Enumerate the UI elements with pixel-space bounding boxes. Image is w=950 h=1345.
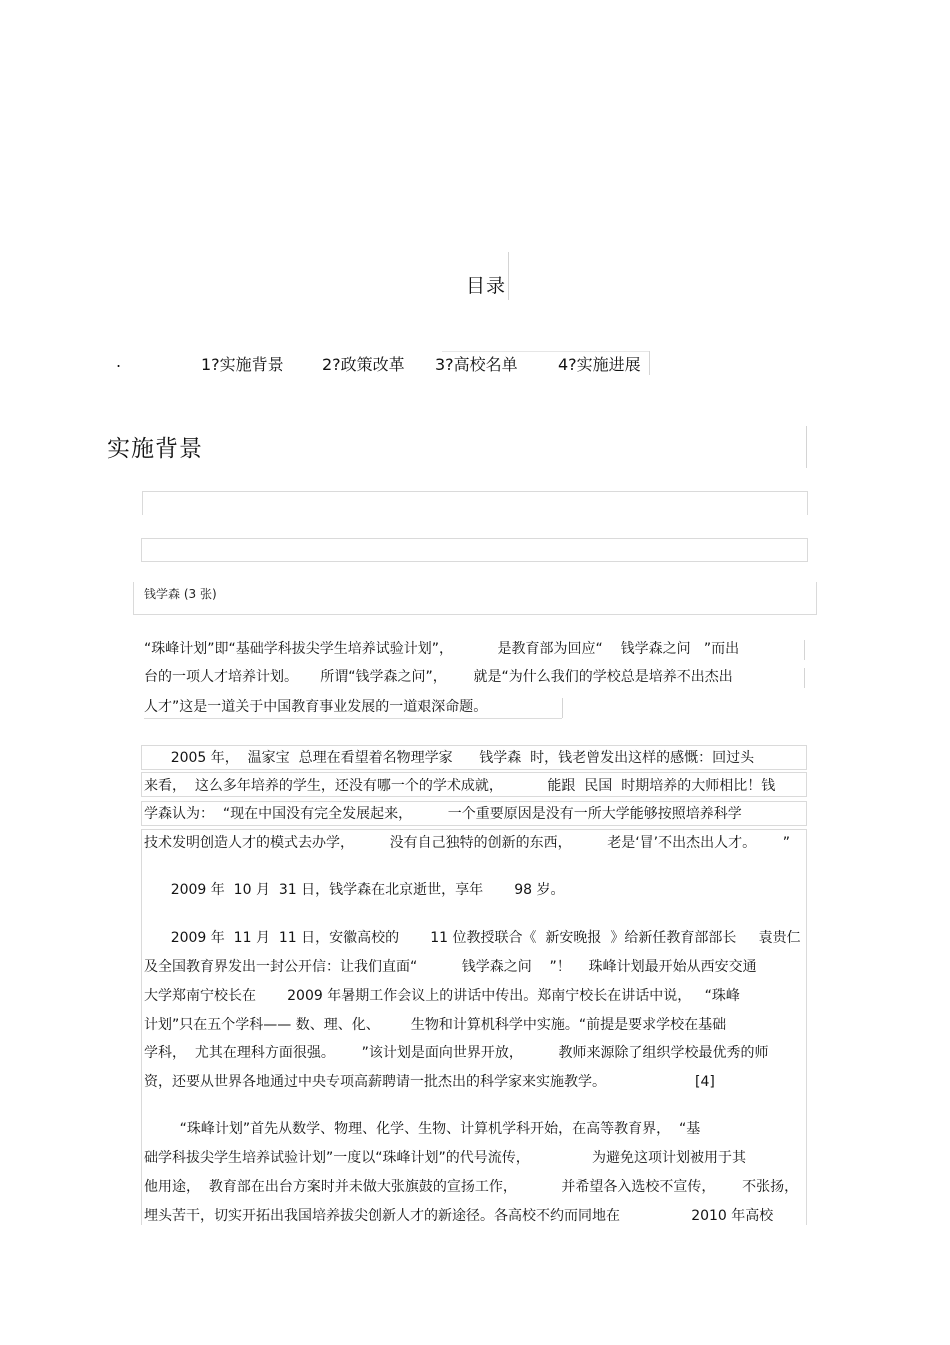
body-line: 技术发明创造人才的模式去办学， 没有自己独特的创新的东西， 老是‘冒’不出杰出人才。 ” [144,835,791,851]
body-line: 学科， 尤其在理科方面很强。 ”该计划是面向世界开放， 教师来源除了组织学校最优秀的师 [144,1045,769,1061]
image-caption-frame [133,582,817,615]
toc-item-schools[interactable]: 3?高校名单 [435,355,518,374]
body-line: 资，还要从世界各地通过中央专项高薪聘请一批杰出的科学家来实施教学。 [4] [144,1074,715,1090]
body-line: 2005 年， 温家宝 总理在看望着名物理学家 钱学森 时，钱老曾发出这样的感慨：回过头 [144,750,755,766]
image-placeholder [142,491,808,515]
toc-item-progress[interactable]: 4?实施进展 [558,355,641,374]
body-line: 来看， 这么多年培养的学生，还没有哪一个的学术成就， 能跟 民国 时期培养的大师相比！钱 [144,778,776,794]
body-line: 人才”这是一道关于中国教育事业发展的一道艰深命题。 [144,699,488,715]
toc-item-background[interactable]: 1?实施背景 [201,355,284,374]
body-line: 学森认为： “现在中国没有完全发展起来， 一个重要原因是没有一所大学能够按照培养科学 [144,806,742,822]
divider [508,252,509,300]
image-placeholder [141,538,808,562]
body-line: 及全国教育界发出一封公开信：让我们直面“ 钱学森之问 ”！ 珠峰计划最开始从西安交通 [144,959,757,975]
body-line: 2009 年 11 月 11 日，安徽高校的 11 位教授联合《 新安晚报 》给新任教育部部长 袁贵仁 [144,930,801,946]
toc-item-policy[interactable]: 2?政策改革 [322,355,405,374]
body-line: “珠峰计划”首先从数学、物理、化学、生物、计算机学科开始，在高等教育界， “基 [144,1121,701,1137]
body-line: 台的一项人才培养计划。 所谓“钱学森之问”， 就是“为什么我们的学校总是培养不出杰出 [144,669,733,685]
body-line: “珠峰计划”即“基础学科拔尖学生培养试验计划”， 是教育部为回应“ 钱学森之问 ”而出 [144,641,740,657]
divider [649,351,650,375]
body-line: 础学科拔尖学生培养试验计划”一度以“珠峰计划”的代号流传， 为避免这项计划被用于其 [144,1150,747,1166]
image-caption: 钱学森 (3 张) [144,587,217,601]
divider [144,718,562,719]
body-line: 他用途， 教育部在出台方案时并未做大张旗鼓的宣扬工作， 并希望各入选校不宣传， 不张扬， [144,1179,799,1195]
divider [562,698,563,718]
divider [804,668,805,688]
body-line: 计划”只在五个学科—— 数、理、化、 生物和计算机科学中实施。“前提是要求学校在基础 [144,1017,727,1033]
divider [804,640,805,660]
body-line: 埋头苦干，切实开拓出我国培养拔尖创新人才的新途径。各高校不约而同地在 2010 年高校 [144,1208,774,1224]
toc-dot: . [116,352,122,371]
section-heading: 实施背景 [107,436,203,462]
body-line: 2009 年 10 月 31 日，钱学森在北京逝世，享年 98 岁。 [144,882,565,898]
divider [806,426,807,468]
divider [442,351,650,352]
toc-title: 目录 [466,275,507,297]
body-line: 大学郑南宁校长在 2009 年暑期工作会议上的讲话中传出。郑南宁校长在讲话中说， “珠峰 [144,988,740,1004]
